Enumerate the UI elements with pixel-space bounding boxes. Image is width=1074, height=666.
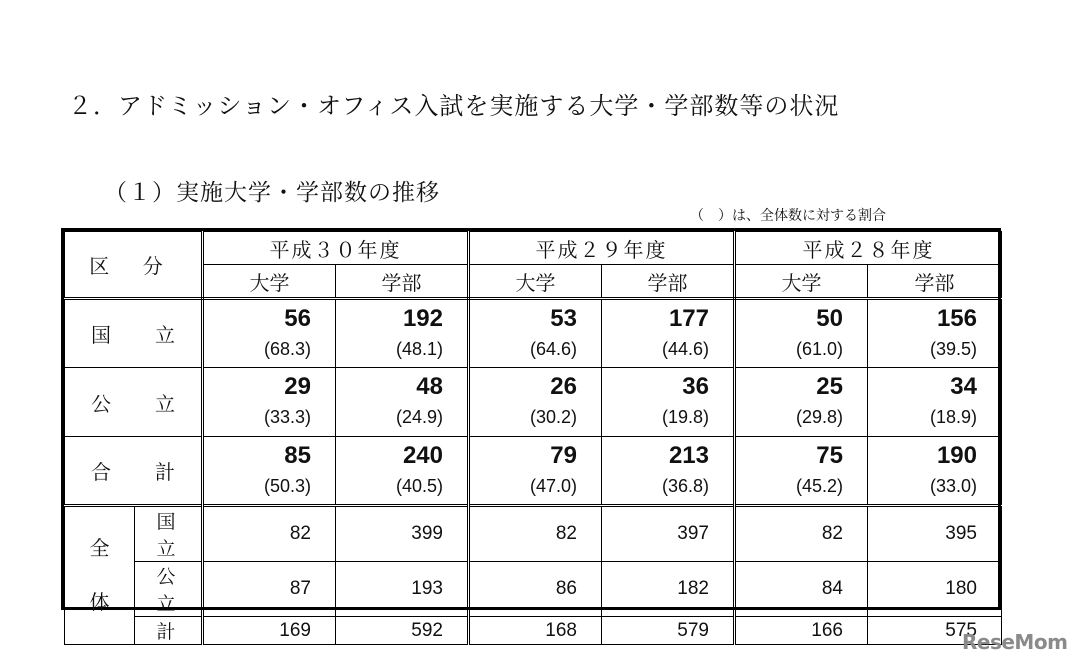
value-cell: 82 — [735, 506, 868, 562]
value-cell: 192 (48.1) — [336, 299, 469, 368]
zentai-sub-label: 国 立 — [135, 506, 203, 562]
value-cell: 213 (36.8) — [602, 437, 735, 506]
row-label: 合 計 — [65, 437, 203, 506]
header-kubun: 区 分 — [65, 232, 203, 299]
table-row — [65, 299, 1002, 368]
table-row — [65, 368, 1002, 437]
table-row — [65, 437, 1002, 506]
table-row — [65, 617, 1002, 645]
value-cell: 34 (18.9) — [868, 368, 1002, 437]
value-cell: 240 (40.5) — [336, 437, 469, 506]
value-cell: 29 (33.3) — [203, 368, 336, 437]
value-cell: 592 — [336, 617, 469, 645]
value-cell: 82 — [469, 506, 602, 562]
value-cell: 193 — [336, 562, 469, 617]
value-cell: 190 (33.0) — [868, 437, 1002, 506]
value-cell: 182 — [602, 562, 735, 617]
zentai-label: 全 体 — [65, 506, 135, 645]
header-gakubu: 学部 — [602, 265, 735, 299]
table-row — [65, 562, 1002, 617]
value-cell: 180 — [868, 562, 1002, 617]
value-cell: 395 — [868, 506, 1002, 562]
value-cell: 87 — [203, 562, 336, 617]
row-label: 公 立 — [65, 368, 203, 437]
header-gakubu: 学部 — [336, 265, 469, 299]
value-cell: 399 — [336, 506, 469, 562]
resemom-logo: ReseMom — [962, 630, 1068, 654]
value-cell: 85 (50.3) — [203, 437, 336, 506]
value-cell: 177 (44.6) — [602, 299, 735, 368]
value-cell: 56 (68.3) — [203, 299, 336, 368]
value-cell: 75 (45.2) — [735, 437, 868, 506]
row-label: 国 立 — [65, 299, 203, 368]
statistics-table — [61, 228, 1001, 643]
value-cell: 168 — [469, 617, 602, 645]
header-gakubu: 学部 — [868, 265, 1002, 299]
header-year-h29: 平成２９年度 — [469, 232, 735, 265]
header-daigaku: 大学 — [469, 265, 602, 299]
value-cell: 156 (39.5) — [868, 299, 1002, 368]
header-year-h28: 平成２８年度 — [735, 232, 1002, 265]
header-daigaku: 大学 — [735, 265, 868, 299]
value-cell: 166 — [735, 617, 868, 645]
page-title: ２．アドミッション・オフィス入試を実施する大学・学部数等の状況 — [68, 92, 840, 120]
value-cell: 50 (61.0) — [735, 299, 868, 368]
section-subtitle: （１）実施大学・学部数の推移 — [104, 180, 440, 206]
header-year-h30: 平成３０年度 — [203, 232, 469, 265]
value-cell: 82 — [203, 506, 336, 562]
value-cell: 84 — [735, 562, 868, 617]
table-row — [65, 506, 1002, 562]
zentai-sub-label: 公 立 — [135, 562, 203, 617]
value-cell: 25 (29.8) — [735, 368, 868, 437]
header-daigaku: 大学 — [203, 265, 336, 299]
zentai-sub-label: 計 — [135, 617, 203, 645]
value-cell: 26 (30.2) — [469, 368, 602, 437]
value-cell: 397 — [602, 506, 735, 562]
value-cell: 579 — [602, 617, 735, 645]
value-cell: 53 (64.6) — [469, 299, 602, 368]
value-cell: 169 — [203, 617, 336, 645]
value-cell: 79 (47.0) — [469, 437, 602, 506]
table-note: （ ）は、全体数に対する割合 — [690, 208, 886, 224]
value-cell: 48 (24.9) — [336, 368, 469, 437]
value-cell: 86 — [469, 562, 602, 617]
value-cell: 36 (19.8) — [602, 368, 735, 437]
value-cell: 575 — [868, 617, 1002, 645]
